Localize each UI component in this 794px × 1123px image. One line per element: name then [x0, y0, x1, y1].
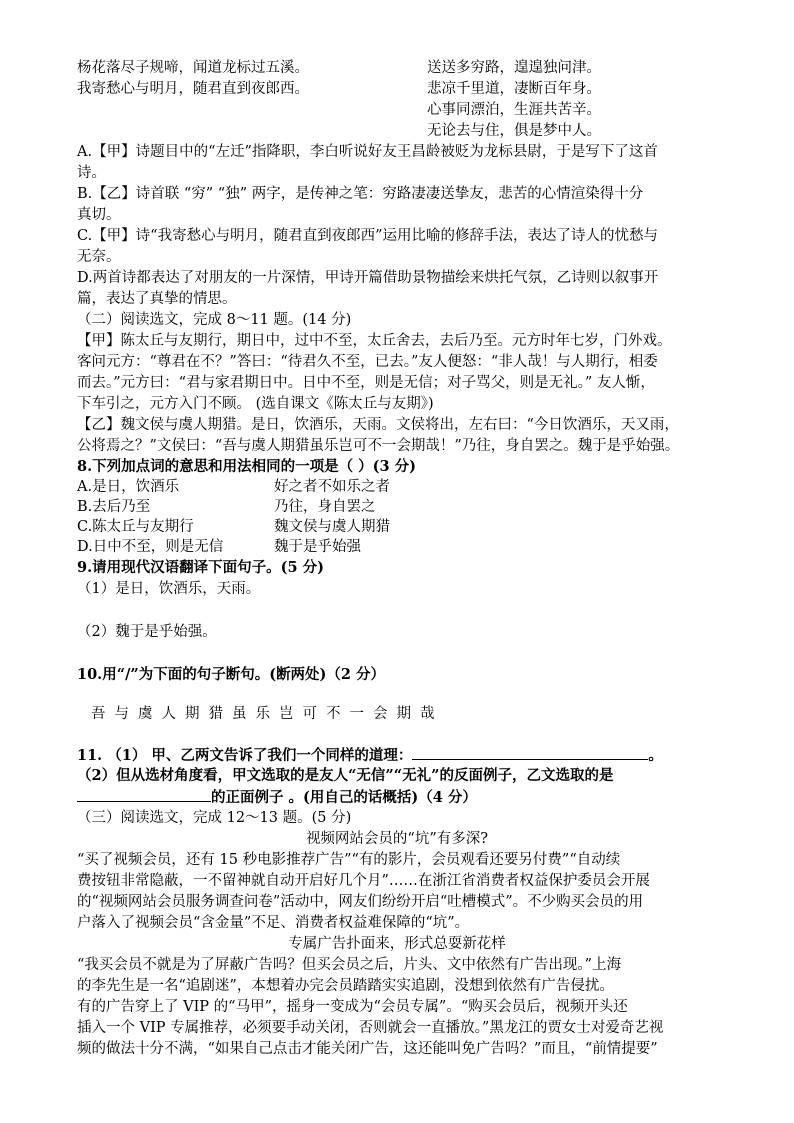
choice-line: 诗。 — [77, 165, 106, 181]
article-line: 的“视频网站会员服务调查问卷”活动中，网友们纷纷开启“吐槽模式”。不少购买会员的用 — [77, 894, 644, 910]
q9-item: （2）魏于是乎始强。 — [77, 624, 217, 640]
section-heading: （三）阅读选文，完成 12～13 题。(5 分) — [77, 810, 352, 826]
article-title: 视频网站会员的“坑”有多深? — [305, 831, 489, 847]
choice-line: C.【甲】诗“我寄愁心与明月，随君直到夜郎西”运用比喻的修辞手法，表达了诗人的忧愁与 — [77, 228, 659, 244]
q8-option-left: A.是日，饮酒乐 — [77, 479, 180, 495]
q11-prompt: 11. （1） 甲、乙两文告诉了我们一个同样的道理： — [77, 747, 413, 764]
q11-answer-blank-2[interactable] — [77, 787, 211, 802]
q8-option-right: 魏文侯与虞人期猎 — [274, 519, 390, 535]
poem-jia-line: 杨花落尽子规啼，闻道龙标过五溪。 — [77, 60, 309, 76]
article-line: 有的广告穿上了 VIP 的“马甲”，摇身一变成为“会员专属”。“购买会员后，视频开头还 — [77, 999, 628, 1015]
section-heading: （二）阅读选文，完成 8～11 题。(14 分) — [77, 312, 352, 328]
passage-line: 公将焉之？”文侯曰：“吾与虞人期猎虽乐岂可不一会期哉！”乃往，身自罢之。魏于是乎始强。 — [77, 438, 680, 454]
question-11-line1 — [77, 745, 663, 766]
poem-yi-line: 心事同漂泊，生涯共苦辛。 — [427, 102, 601, 118]
passage-line: 下车引之，元方入门不顾。 (选自课文《陈太丘与友期》) — [77, 396, 434, 412]
poem-yi-line: 无论去与住，俱是梦中人。 — [427, 123, 601, 139]
question-9-title: 9.请用现代汉语翻译下面句子。(5 分) — [77, 559, 324, 576]
choice-line: 篇，表达了真挚的情思。 — [77, 291, 237, 307]
choice-line: 真切。 — [77, 207, 121, 223]
q8-option-right: 好之者不如乐之者 — [274, 479, 390, 495]
article-line: 频的做法十分不满，“如果自己点击才能关闭广告，这还能叫免广告吗？”而且，“前情提要” — [77, 1041, 658, 1057]
q11-period: 。 — [648, 747, 663, 764]
choice-line: B.【乙】诗首联 “穷” “独” 两字，是传神之笔：穷路凄凄送挚友，悲苦的心情渲染得十分 — [77, 186, 644, 202]
choice-line: A.【甲】诗题目中的“左迁”指降职，李白听说好友王昌龄被贬为龙标县尉，于是写下了这首 — [77, 144, 658, 160]
q8-option-right: 魏于是乎始强 — [274, 539, 361, 555]
question-11-line2: （2）但从选材角度看，甲文选取的是友人“无信”“无礼”的反面例子，乙文选取的是 — [77, 767, 614, 784]
question-10-title: 10.用“/”为下面的句子断句。(断两处)（2 分） — [77, 666, 386, 683]
poem-yi-line: 送送多穷路，遑遑独问津。 — [427, 60, 601, 76]
q9-item: （1）是日，饮酒乐，天雨。 — [77, 581, 261, 597]
article-line: 插入一个 VIP 专属推荐，必须要手动关闭，否则就会一直播放。”黑龙江的贾女士对爱奇艺视 — [77, 1020, 664, 1036]
article-line: 的李先生是一名“追剧迷”，本想着办完会员踏踏实实追剧，没想到依然有广告侵扰。 — [77, 978, 614, 994]
q8-option-left: B.去后乃至 — [77, 499, 151, 515]
question-8-title: 8.下列加点词的意思和用法相同的一项是（ ）(3 分) — [77, 458, 417, 475]
poem-yi-line: 悲凉千里道，凄断百年身。 — [427, 81, 601, 97]
q8-option-left: C.陈太丘与友期行 — [77, 519, 194, 535]
question-11-line3 — [77, 787, 477, 808]
poem-jia-line: 我寄愁心与明月，随君直到夜郎西。 — [77, 81, 309, 97]
q8-option-right: 乃往，身自罢之 — [274, 499, 376, 515]
choice-line: D.两首诗都表达了对朋友的一片深情，甲诗开篇借助景物描绘来烘托气氛，乙诗则以叙事开 — [77, 270, 659, 286]
article-line: 户落入了视频会员“含金量”不足、消费者权益难保障的“坑”。 — [77, 915, 470, 931]
choice-line: 无奈。 — [77, 249, 121, 265]
passage-line: 【甲】陈太丘与友期行，期日中，过中不至，太丘舍去，去后乃至。元方时年七岁，门外戏。 — [77, 333, 672, 349]
passage-line: 客问元方：“尊君在不？”答曰：“待君久不至，已去。”友人便怒：“非人哉！与人期行，相委 — [77, 354, 658, 370]
q8-option-left: D.日中不至，则是无信 — [77, 539, 224, 555]
article-line: “买了视频会员，还有 15 秒电影推荐广告”“有的影片，会员观看还要另付费”“自动续 — [77, 852, 621, 868]
passage-line: 而去。”元方曰：“君与家君期日中。日中不至，则是无信；对子骂父，则是无礼。” 友人惭， — [77, 375, 655, 391]
article-line: 费按钮非常隐蔽，一不留神就自动开启好几个月”……在浙江省消费者权益保护委员会开展 — [77, 873, 650, 889]
q10-sentence: 吾与虞人期猎虽乐岂可不一会期哉 — [91, 706, 444, 722]
article-line: “我买会员不就是为了屏蔽广告吗？但买会员之后，片头、文中依然有广告出现。”上海 — [77, 957, 622, 973]
article-subtitle: 专属广告扑面来，形式总耍新花样 — [288, 936, 506, 952]
passage-line: 【乙】魏文侯与虞人期猎。是日，饮酒乐，天雨。文侯将出，左右曰：“今日饮酒乐，天又雨， — [77, 417, 679, 433]
q11-line3-text: 的正面例子 。(用自己的话概括)（4 分） — [211, 789, 477, 806]
q11-answer-blank-1[interactable] — [412, 745, 648, 760]
